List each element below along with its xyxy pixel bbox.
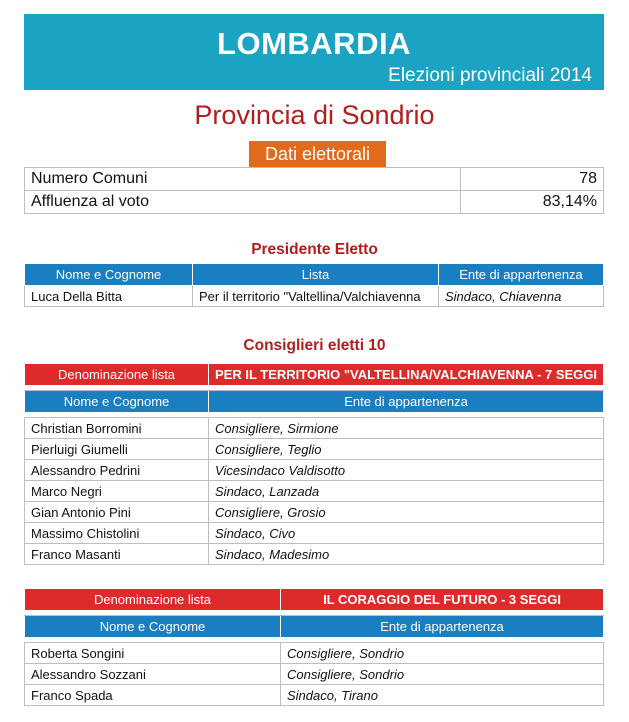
dati-elettorali-label: Dati elettorali [249, 141, 386, 167]
table-row [25, 544, 604, 565]
denomination-label: Denominazione lista [25, 364, 209, 386]
cell-name: Massimo Chistolini [25, 523, 209, 544]
presidente-title: Presidente Eletto [251, 241, 378, 258]
cell-ente: Consigliere, Teglio [209, 439, 604, 460]
column-header: Nome e Cognome [25, 616, 281, 638]
cell-ente: Sindaco, Chiavenna [439, 286, 604, 307]
cell-ente: Consigliere, Grosio [209, 502, 604, 523]
column-header: Ente di appartenenza [281, 616, 604, 638]
stats-table [24, 167, 604, 214]
election-subtitle: Elezioni provinciali 2014 [388, 65, 592, 86]
province-title: Provincia di Sondrio [194, 100, 435, 130]
consiglieri-title: Consiglieri eletti 10 [243, 337, 386, 354]
denomination-label: Denominazione lista [25, 589, 281, 611]
stat-value: 78 [461, 168, 604, 191]
cell-name: Alessandro Pedrini [25, 460, 209, 481]
table-row [25, 664, 604, 685]
table-header-row [25, 616, 604, 638]
table-row [25, 418, 604, 439]
table-row [25, 502, 604, 523]
list-denomination-row [25, 364, 604, 386]
stat-label: Affluenza al voto [25, 191, 461, 214]
cell-name: Alessandro Sozzani [25, 664, 281, 685]
column-header: Nome e Cognome [25, 391, 209, 413]
stat-value: 83,14% [461, 191, 604, 214]
column-header: Ente di appartenenza [209, 391, 604, 413]
stats-row [25, 168, 604, 191]
table-row [25, 685, 604, 706]
list-table-1 [24, 363, 604, 565]
header-banner [24, 14, 604, 90]
cell-name: Franco Masanti [25, 544, 209, 565]
cell-name: Roberta Songini [25, 643, 281, 664]
cell-name: Gian Antonio Pini [25, 502, 209, 523]
column-header: Nome e Cognome [25, 264, 193, 286]
stat-label: Numero Comuni [25, 168, 461, 191]
cell-name: Pierluigi Giumelli [25, 439, 209, 460]
table-header-row [25, 391, 604, 413]
cell-ente: Sindaco, Civo [209, 523, 604, 544]
cell-ente: Sindaco, Madesimo [209, 544, 604, 565]
table-row [25, 439, 604, 460]
cell-ente: Consigliere, Sondrio [281, 664, 604, 685]
table-row [25, 643, 604, 664]
cell-ente: Sindaco, Lanzada [209, 481, 604, 502]
presidente-table [24, 263, 604, 307]
column-header: Ente di appartenenza [439, 264, 604, 286]
stats-row [25, 191, 604, 214]
list-table-2 [24, 588, 604, 706]
cell-ente: Vicesindaco Valdisotto [209, 460, 604, 481]
list-name: PER IL TERRITORIO "VALTELLINA/VALCHIAVENNA - 7 SEGGI [209, 364, 604, 386]
cell-name: Franco Spada [25, 685, 281, 706]
list-denomination-row [25, 589, 604, 611]
cell-ente: Consigliere, Sondrio [281, 643, 604, 664]
region-title: LOMBARDIA [217, 26, 411, 61]
table-row [25, 460, 604, 481]
cell-ente: Sindaco, Tirano [281, 685, 604, 706]
table-header-row [25, 264, 604, 286]
cell-list: Per il territorio "Valtellina/Valchiavenna [193, 286, 439, 307]
cell-name: Luca Della Bitta [25, 286, 193, 307]
cell-name: Marco Negri [25, 481, 209, 502]
table-row [25, 286, 604, 307]
column-header: Lista [193, 264, 439, 286]
table-row [25, 523, 604, 544]
cell-ente: Consigliere, Sirmione [209, 418, 604, 439]
cell-name: Christian Borromini [25, 418, 209, 439]
list-name: IL CORAGGIO DEL FUTURO - 3 SEGGI [281, 589, 604, 611]
table-row [25, 481, 604, 502]
